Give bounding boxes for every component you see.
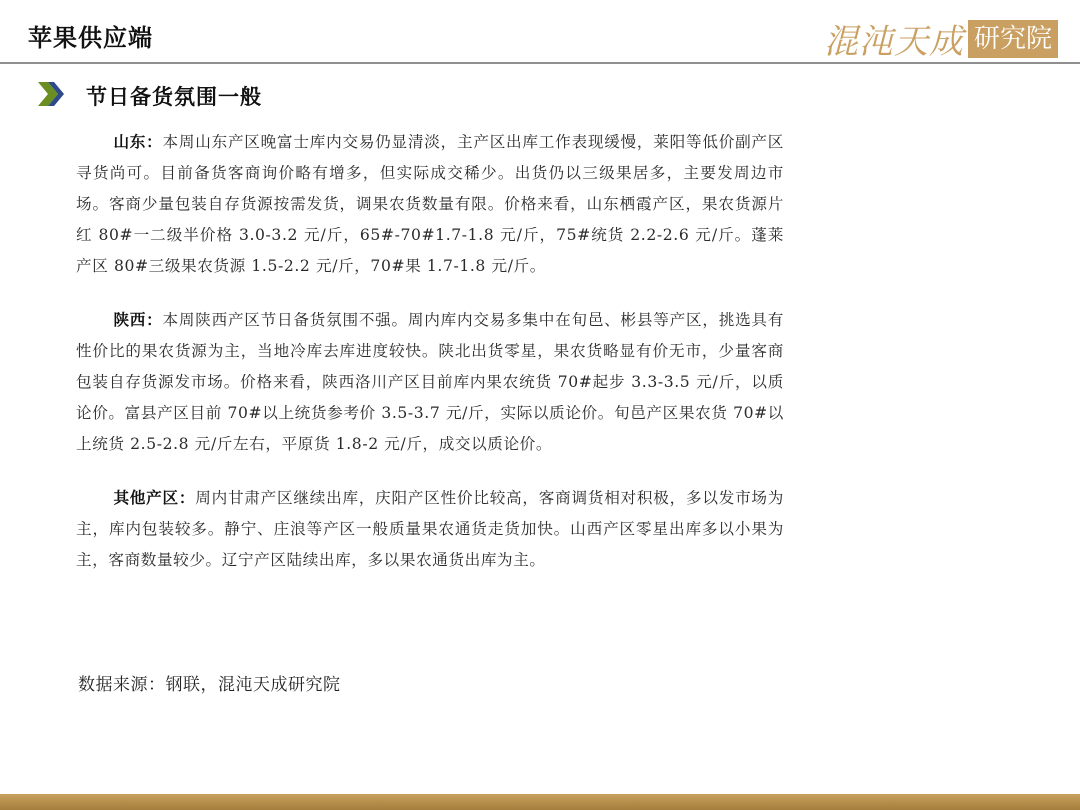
page-title: 苹果供应端 [28,24,153,52]
data-source-note: 数据来源：钢联，混沌天成研究院 [78,675,341,695]
footer-band [0,794,1080,810]
paragraph-text: 本周陕西产区节日备货氛围不强。周内库内交易多集中在旬邑、彬县等产区，挑选具有性价比的果农货源为主，当地冷库去库进度较快。陕北出货零星，果农货略显有价无市，少量客商包装自存货源发市场。价格来看，陕西洛川产区目前库内果农统货 70#起步 3.3-3.5 元/斤，以质论价。富县产区目前 70#以上统货参考价 3.5-3.7 元/斤，实际以质论价。旬邑产区果农货 70#以上统货 2.5-2.8 元/斤左右，平原货 1.8-2 元/斤，成交以质论价。 [76,311,784,453]
logo-seal-text: 研究院 [968,20,1058,58]
double-chevron-right-icon [36,80,66,108]
paragraph-other-regions [76,482,784,576]
paragraph-shandong [76,126,784,282]
paragraph-shaanxi [76,304,784,460]
paragraph-label: 山东： [113,132,163,151]
paragraph-label: 其他产区： [113,488,196,507]
paragraph-text: 周内甘肃产区继续出库，庆阳产区性价比较高，客商调货相对积极，多以发市场为主，库内包装较多。静宁、庄浪等产区一般质量果农通货走货加快。山西产区零星出库多以小果为主，客商数量较少。辽宁产区陆续出库，多以果农通货出库为主。 [76,489,784,569]
section-title: 节日备货氛围一般 [86,85,262,109]
paragraph-text: 本周山东产区晚富士库内交易仍显清淡，主产区出库工作表现缓慢，莱阳等低价副产区寻货尚可。目前备货客商询价略有增多，但实际成交稀少。出货仍以三级果居多，主要发周边市场。客商少量包装自存货源按需发货，调果农货数量有限。价格来看，山东栖霞产区，果农货源片红 80#一二级半价格 3.0-3.2 元/斤，65#-70#1.7-1.8 元/斤，75#统货 2.2-2.6 元/斤。蓬莱产区 80#三级果农货源 1.5-2.2 元/斤，70#果 1.7-1.8 元/斤。 [76,133,784,275]
paragraph-label: 陕西： [113,310,163,329]
report-body [76,126,784,598]
logo-script-text: 混沌天成 [823,22,964,62]
company-logo [824,14,1058,63]
header-divider [0,62,1080,64]
